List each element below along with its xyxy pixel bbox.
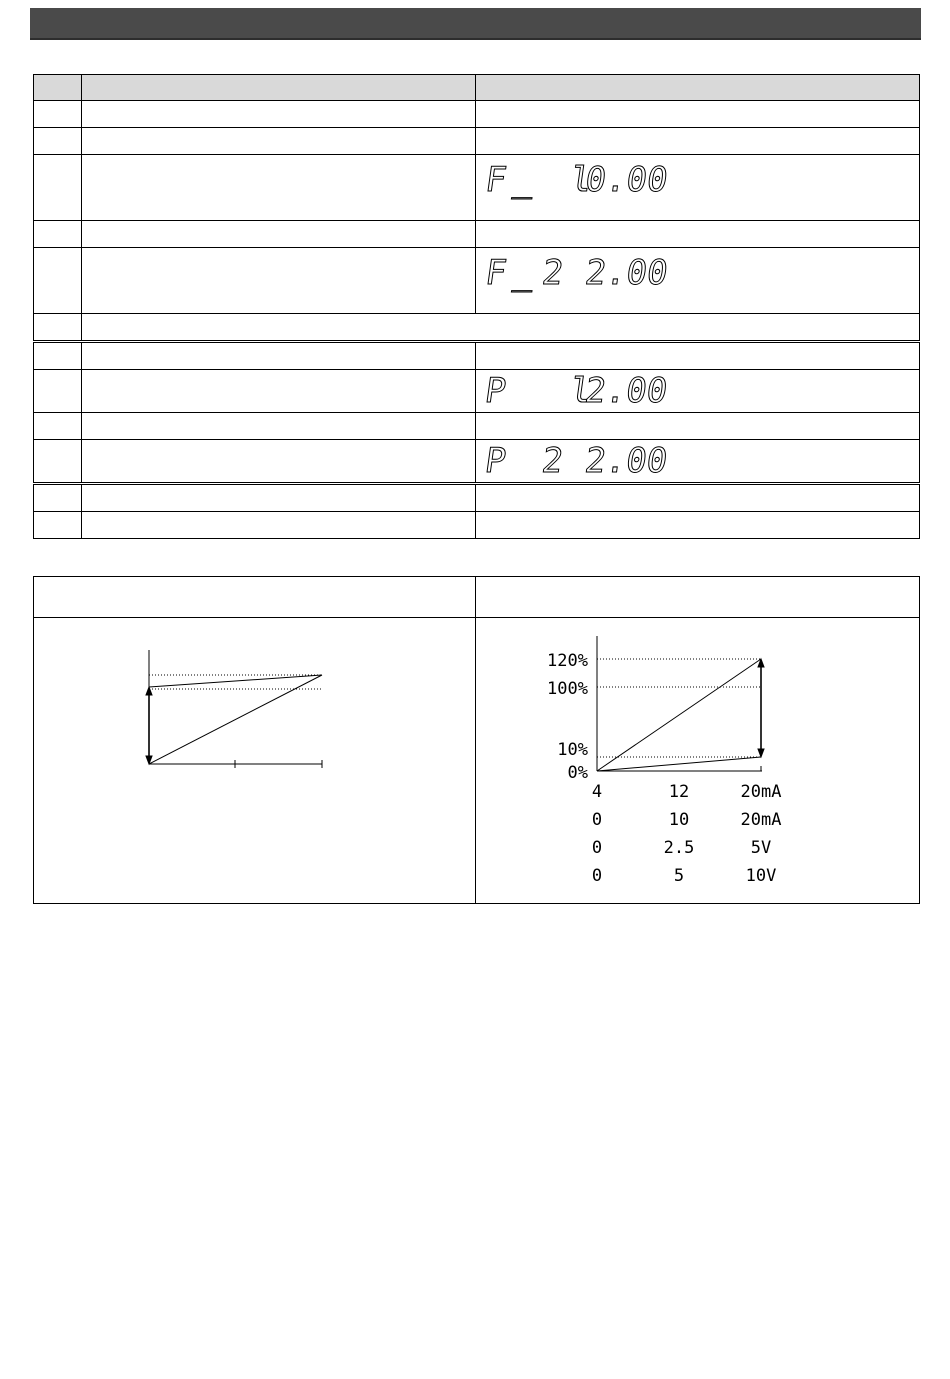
table-row [34,314,920,342]
display-left-text: F_2 [482,253,574,293]
display-right-text: 0.00 [582,160,671,200]
x-tick-label: 12 [668,782,690,802]
table-row [34,342,920,370]
table-row [34,128,920,155]
x-tick-label: 0 [591,866,603,886]
segment-display [476,440,920,477]
x-tick-label: 10V [745,866,777,886]
graph-body-row [34,618,920,904]
segment-display [476,155,920,215]
x-tick-label: 0 [591,838,603,858]
header-cell-no [34,75,82,101]
page-header-bar [30,8,921,40]
parameter-table [33,74,920,539]
y-tick-label: 0% [567,763,588,783]
table-row [34,221,920,248]
display-left-text: F_ l [482,160,603,200]
table-row [34,484,920,512]
y-tick-label: 100% [547,679,588,699]
header-cell-item [82,75,476,101]
display-right-text: 2.00 [582,253,671,293]
graph-header-row [34,577,920,618]
x-tick-label: 5 [673,866,685,886]
right-graph [476,618,920,898]
table-row [34,155,920,221]
table-row [34,512,920,539]
y-tick-label: 10% [557,740,588,760]
segment-display [476,248,920,308]
left-line-shallow [149,675,322,687]
table-header-row [34,75,920,101]
graph-header-left [34,577,476,618]
graph-right-cell [476,618,920,904]
left-graph [34,618,476,898]
left-line-steep [149,675,322,764]
table-row [34,248,920,314]
header-cell-display [476,75,920,101]
display-cell [476,155,920,221]
display-right-text: 2.00 [582,441,670,477]
x-tick-label: 4 [591,782,603,802]
table-row [34,370,920,413]
x-tick-label: 10 [668,810,690,830]
display-right-text: 2.00 [582,371,670,407]
table-row [34,101,920,128]
right-line-shallow [597,757,761,771]
x-tick-label: 0 [591,810,603,830]
table-row [34,440,920,484]
segment-display [476,370,920,407]
right-line-steep [597,659,761,771]
left-arrow-head-up [146,687,152,695]
graph-left-cell [34,618,476,904]
x-tick-label: 5V [750,838,772,858]
display-cell [476,440,920,484]
x-tick-label: 20mA [740,810,782,830]
display-cell [476,370,920,413]
right-arrow-head-down [758,749,764,757]
x-tick-label: 20mA [740,782,782,802]
table-row [34,413,920,440]
y-tick-label: 120% [547,651,588,671]
display-cell [476,248,920,314]
x-tick-label: 2.5 [663,838,695,858]
display-left-text: P_2 [482,441,574,477]
graph-table [33,576,920,904]
display-left-text: P_ l [482,371,602,407]
graph-header-right [476,577,920,618]
